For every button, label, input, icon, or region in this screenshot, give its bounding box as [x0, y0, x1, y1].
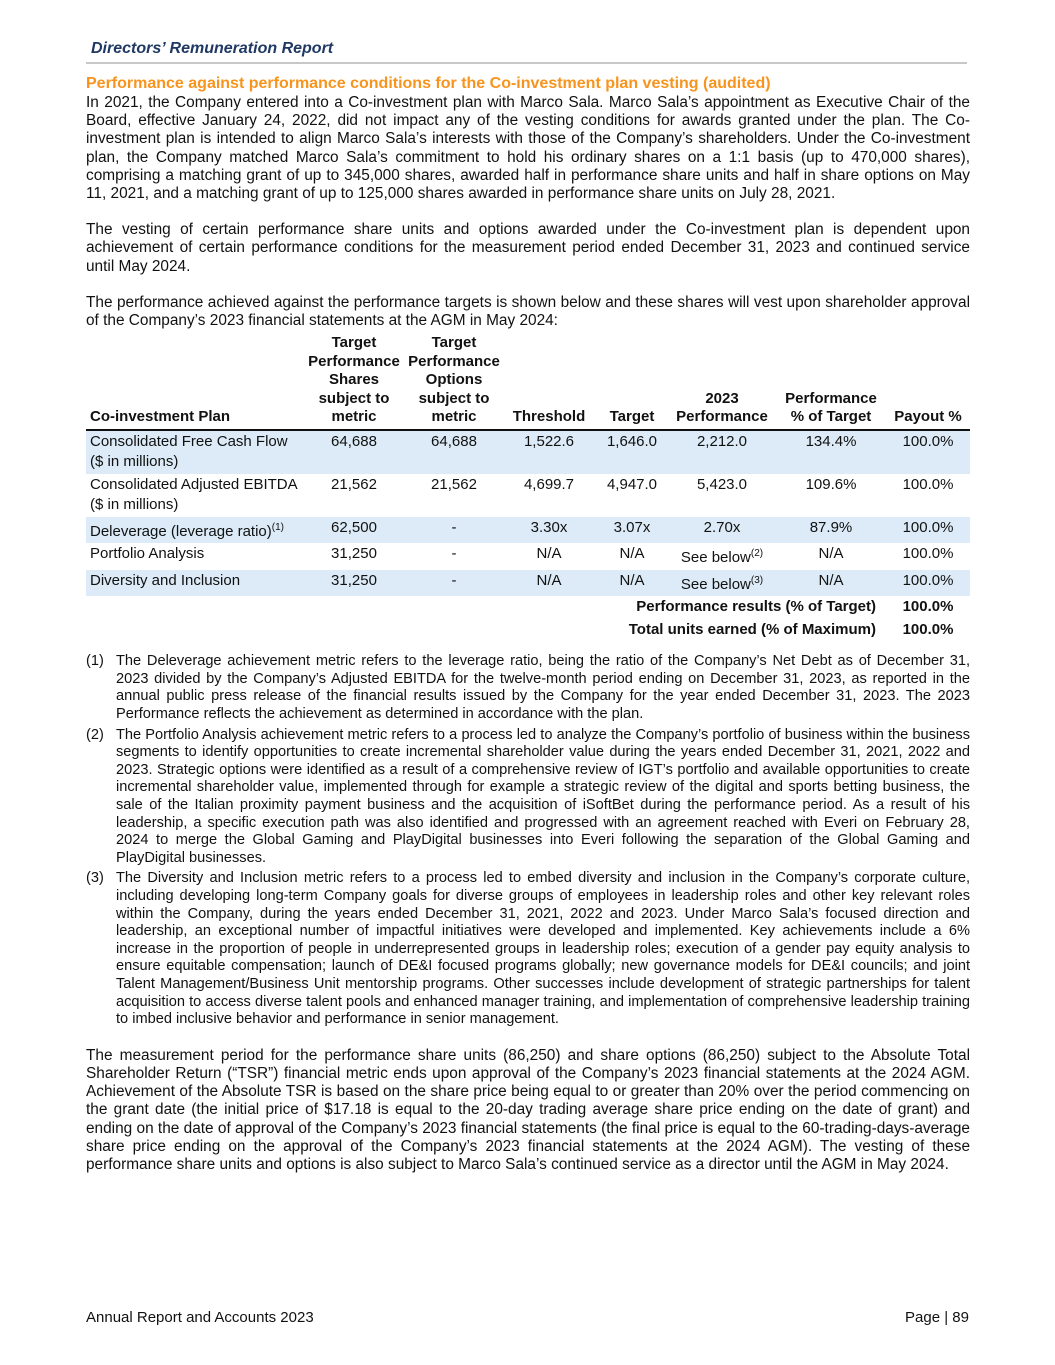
cell-text: 1,646.0: [606, 432, 658, 450]
table-cell: [776, 517, 886, 544]
cell-text: 4,947.0: [606, 475, 658, 493]
footer-title: Annual Report and Accounts 2023: [86, 1309, 314, 1326]
footnotes: [86, 653, 970, 1028]
footnote: [86, 870, 970, 1028]
table-cell: [86, 474, 302, 517]
table-row: [86, 570, 970, 597]
table-row: [86, 543, 970, 570]
running-header: Directors’ Remuneration Report: [91, 40, 334, 57]
footnote-ref: (3): [750, 574, 764, 586]
cell-text: 21,562: [331, 475, 377, 493]
content: [86, 74, 970, 1192]
closing-paragraph: The measurement period for the performance share units (86,250) and share options (86,250) subject to the Absolute Total Shareholder Return (“TSR”) financial metric ends upon approval of the Company’s 2023 financial statements at the 2024 AGM. Achievement of the Absolute TSR is based on the share price being equal to or greater than 20% over the period commencing on the grant date (the initial price of $17.18 is equal to the 20-day trading average share price ending on the date of grant) and ending on the date of approval of the Company’s 2023 financial statements (the final price is equal to the 60-trading-days-average share price ending on the approval of the Company’s 2023 financial statements at the 2024 AGM). The vesting of these performance share units and options is also subject to Marco Sala’s continued service as a director until the AGM in May 2024.: [86, 1046, 970, 1173]
footnote-ref: (1): [271, 521, 284, 533]
cell-text: 64,688: [431, 432, 477, 450]
cell-text: 64,688: [331, 432, 377, 450]
cell-text: Deleverage (leverage ratio): [90, 522, 272, 540]
cell-text: 31,250: [331, 545, 377, 563]
footnote-ref: (2): [750, 548, 764, 560]
footnote-text: The Diversity and Inclusion metric refers to a process led to embed diversity and inclusion in the Company’s corporate culture, including developing long-term Company goals for diverse groups of employees in leadership roles and other key relevant roles within the Company, during the years ended December 31, 2021, 2022 and 2023. Under Marco Sala’s focused direction and leadership, an exceptional number of impactful initiatives were developed and implemented. Key achievements include a 6% increase in the proportion of people in underrepresented groups in leadership roles; execution of a gender pay equity analysis to ensure equitable compensation; launch of DE&I focused programs globally; new governance models for DE&I councils; and joint Talent Management/Business Unit mentorship programs. Other successes include development of strategic partnerships for talent acquisition to access diverse talent pools and enhanced manager training, and implementation of comprehensive leadership training to imbed inclusive behavior and performance in senior management.: [116, 870, 970, 1028]
cell-text: See below: [680, 549, 751, 567]
table-cell: [668, 517, 776, 544]
total-row: [86, 596, 970, 619]
table-cell: [302, 570, 406, 597]
cell-text: 87.9%: [809, 518, 853, 536]
footnote-text: The Portfolio Analysis achievement metric refers to a process led to analyze the Company’s portfolio of business within the business segments to identify opportunities to create incremental shareholder value during the years ended December 31, 2021, 2022 and 2023. Strategic options were identified as a result of a comprehensive review of IGT’s portfolio and available opportunities to create incremental shareholder value, implemented through for example a strategic review of the digital and sports betting business, the sale of the Italian proximity payment business and the acquisition of iSoftBet during the performance period. As a result of his leadership, a specific execution path was also identified and progressed with an agreement reached with Everi on February 28, 2024 to merge the Global Gaming and PlayDigital businesses into Everi following the separation of the Global Gaming and PlayDigital businesses.: [116, 726, 970, 866]
cell-text: 21,562: [431, 475, 477, 493]
paragraph: In 2021, the Company entered into a Co-investment plan with Marco Sala. Marco Sala’s appointment as Executive Chair of the Board, effective January 24, 2022, did not impact any of the vesting conditions for awards granted under the plan. The Co-investment plan is intended to align Marco Sala’s interests with those of the Company’s shareholders. Under the Co-investment plan, the Company matched Marco Sala’s commitment to hold his ordinary shares on a 1:1 basis (up to 470,000 shares), comprising a matching grant of up to 345,000 shares, awarded half in performance share units and half in share options on May 11, 2021, and a matching grant of up to 125,000 shares awarded in performance share units on July 28, 2021.: [86, 94, 970, 203]
cell-text: 100.0%: [902, 545, 954, 563]
table-cell: [776, 430, 886, 474]
table-cell: [502, 543, 596, 570]
cell-text: N/A: [818, 545, 844, 563]
cell-text: 100.0%: [902, 475, 954, 493]
table-cell: [86, 517, 302, 544]
total-value: 100.0%: [902, 620, 954, 638]
total-label: Performance results (% of Target): [636, 598, 876, 616]
paragraph: The performance achieved against the performance targets is shown below and these shares will vest upon shareholder approval of the Company’s 2023 financial statements at the AGM in May 2024:: [86, 293, 970, 330]
table-cell: [502, 474, 596, 517]
col-header: Threshold: [502, 334, 596, 430]
header-divider: [86, 62, 967, 64]
footnote-number: (3): [86, 870, 104, 887]
table-cell: [86, 570, 302, 597]
cell-text: N/A: [818, 571, 844, 589]
cell-text: 3.07x: [613, 518, 651, 536]
footnote: [86, 727, 970, 868]
col-header: 2023 Performance: [668, 334, 776, 430]
cell-text: 100.0%: [902, 518, 954, 536]
table-cell: [302, 543, 406, 570]
cell-text: Consolidated Free Cash Flow ($ in millions): [90, 432, 288, 471]
cell-text: 2,212.0: [696, 432, 748, 450]
total-value: 100.0%: [902, 598, 954, 616]
cell-text: N/A: [536, 545, 562, 563]
footnote-number: (2): [86, 726, 104, 743]
table-cell: [886, 543, 970, 570]
col-header: Co-investment Plan: [86, 334, 302, 430]
cell-text: Portfolio Analysis: [90, 545, 205, 563]
cell-text: 3.30x: [530, 518, 568, 536]
cell-text: 31,250: [331, 571, 377, 589]
col-header: Payout %: [886, 334, 970, 430]
table-row: [86, 474, 970, 517]
table-cell: [406, 570, 502, 597]
col-header: Target Performance Shares subject to metric: [302, 334, 406, 430]
cell-text: 62,500: [331, 518, 377, 536]
cell-text: 100.0%: [902, 571, 954, 589]
table-cell: [886, 570, 970, 597]
table-cell: [668, 543, 776, 570]
performance-table: [86, 334, 970, 641]
table-cell: [596, 543, 668, 570]
table-cell: [886, 517, 970, 544]
table-cell: [596, 517, 668, 544]
footnote-text: The Deleverage achievement metric refers to the leverage ratio, being the ratio of the Company’s Net Debt as of December 31, 2023 divided by the Company’s Adjusted EBITDA for the twelve-month period ending on December 31, 2023, as reported in the annual public press release of the financial results issued by the Company for the year ended December 31, 2023. The 2023 Performance reflects the achievement as determined in accordance with the plan.: [116, 653, 970, 723]
table-cell: [668, 430, 776, 474]
cell-text: 109.6%: [805, 475, 857, 493]
table-cell: [502, 517, 596, 544]
table-cell: [596, 430, 668, 474]
cell-text: 1,522.6: [523, 432, 575, 450]
cell-text: 100.0%: [902, 432, 954, 450]
table-cell: [776, 570, 886, 597]
cell-text: N/A: [619, 571, 645, 589]
footnote: [86, 653, 970, 723]
cell-text: -: [451, 518, 457, 536]
table-cell: [502, 570, 596, 597]
total-row: [86, 619, 970, 642]
cell-text: -: [451, 545, 457, 563]
cell-text: -: [451, 571, 457, 589]
page-number: Page | 89: [905, 1309, 969, 1326]
cell-text: 2.70x: [703, 518, 741, 536]
col-header: Performance % of Target: [776, 334, 886, 430]
table-cell: [406, 517, 502, 544]
table-cell: [86, 430, 302, 474]
table-cell: [668, 570, 776, 597]
table-cell: [302, 430, 406, 474]
table-row: [86, 430, 970, 474]
table-cell: [596, 474, 668, 517]
table-cell: [86, 543, 302, 570]
col-header: Target: [596, 334, 668, 430]
table-cell: [886, 430, 970, 474]
section-title: Performance against performance conditions for the Co-investment plan vesting (audited): [86, 75, 771, 92]
table-cell: [668, 474, 776, 517]
table-row: [86, 517, 970, 544]
table-cell: [406, 543, 502, 570]
table-cell: [776, 474, 886, 517]
table-cell: [502, 430, 596, 474]
cell-text: See below: [680, 575, 751, 593]
cell-text: 5,423.0: [696, 475, 748, 493]
cell-text: 134.4%: [805, 432, 857, 450]
table-cell: [596, 570, 668, 597]
table-cell: [302, 517, 406, 544]
table-cell: [302, 474, 406, 517]
cell-text: N/A: [536, 571, 562, 589]
total-label: Total units earned (% of Maximum): [628, 620, 876, 638]
table-cell: [776, 543, 886, 570]
cell-text: 4,699.7: [523, 475, 575, 493]
table-header-row: [86, 334, 970, 430]
table-cell: [406, 430, 502, 474]
cell-text: Diversity and Inclusion: [90, 571, 241, 589]
cell-text: N/A: [619, 545, 645, 563]
table-cell: [406, 474, 502, 517]
paragraph: The vesting of certain performance share units and options awarded under the Co-investment plan is dependent upon achievement of certain performance conditions for the measurement period ended December 31, 2023 and continued service until May 2024.: [86, 221, 970, 275]
cell-text: Consolidated Adjusted EBITDA ($ in millions): [90, 475, 297, 514]
table-cell: [886, 474, 970, 517]
col-header: Target Performance Options subject to metric: [406, 334, 502, 430]
footnote-number: (1): [86, 653, 104, 670]
